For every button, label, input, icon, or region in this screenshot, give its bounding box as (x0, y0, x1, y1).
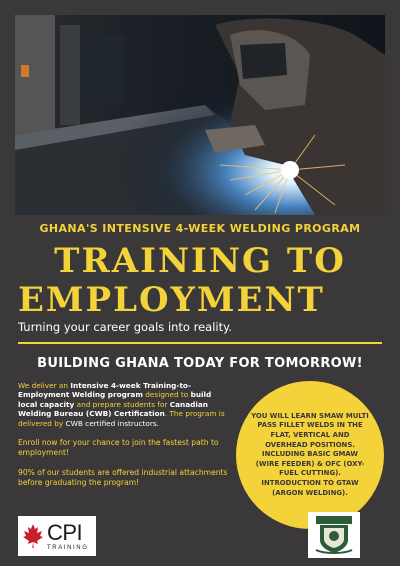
body-text-column (18, 381, 233, 498)
paragraph-attachments: 90% of our students are offered industrial attachments before graduating the program! (18, 468, 228, 488)
cpi-training-logo (18, 516, 96, 556)
subheading: BUILDING GHANA TODAY FOR TOMORROW! (37, 356, 363, 371)
welding-photo (15, 15, 385, 215)
paragraph-enroll: Enroll now for your chance to join the fastest path to employment! (18, 438, 219, 458)
welding-photo-illustration (15, 15, 385, 215)
seal-emblem-icon (312, 514, 356, 556)
program-title: GHANA'S INTENSIVE 4-WEEK WELDING PROGRAM (39, 222, 361, 235)
divider (18, 342, 382, 344)
partner-seal-logo (308, 512, 360, 558)
paragraph-intro: We deliver an Intensive 4-week Training-to-Employment Welding program designed to build local capacity and prepare students for Canadian Welding Bureau (CWB) Certification. The program is delivered by CWB certified instructors. (18, 381, 225, 428)
headline-line2: EMPLOYMENT (18, 280, 325, 320)
curriculum-text: YOU WILL LEARN SMAW MULTI PASS FILLET WELDS IN THE FLAT, VERTICAL AND OVERHEAD POSITIONS. INCLUDING BASIC GMAW (WIRE FEEDER) & OFC (OXY-FUEL CUTTING). INTRODUCTION TO GTAW (ARGON WELDING). (251, 411, 369, 497)
cpi-logo-sub: TRAINING (47, 544, 89, 551)
maple-leaf-icon (22, 523, 44, 549)
curriculum-circle (236, 381, 384, 529)
tagline: Turning your career goals into reality. (18, 320, 232, 334)
cpi-logo-name: CPI (47, 519, 83, 545)
headline-line1: TRAINING TO (54, 241, 346, 281)
